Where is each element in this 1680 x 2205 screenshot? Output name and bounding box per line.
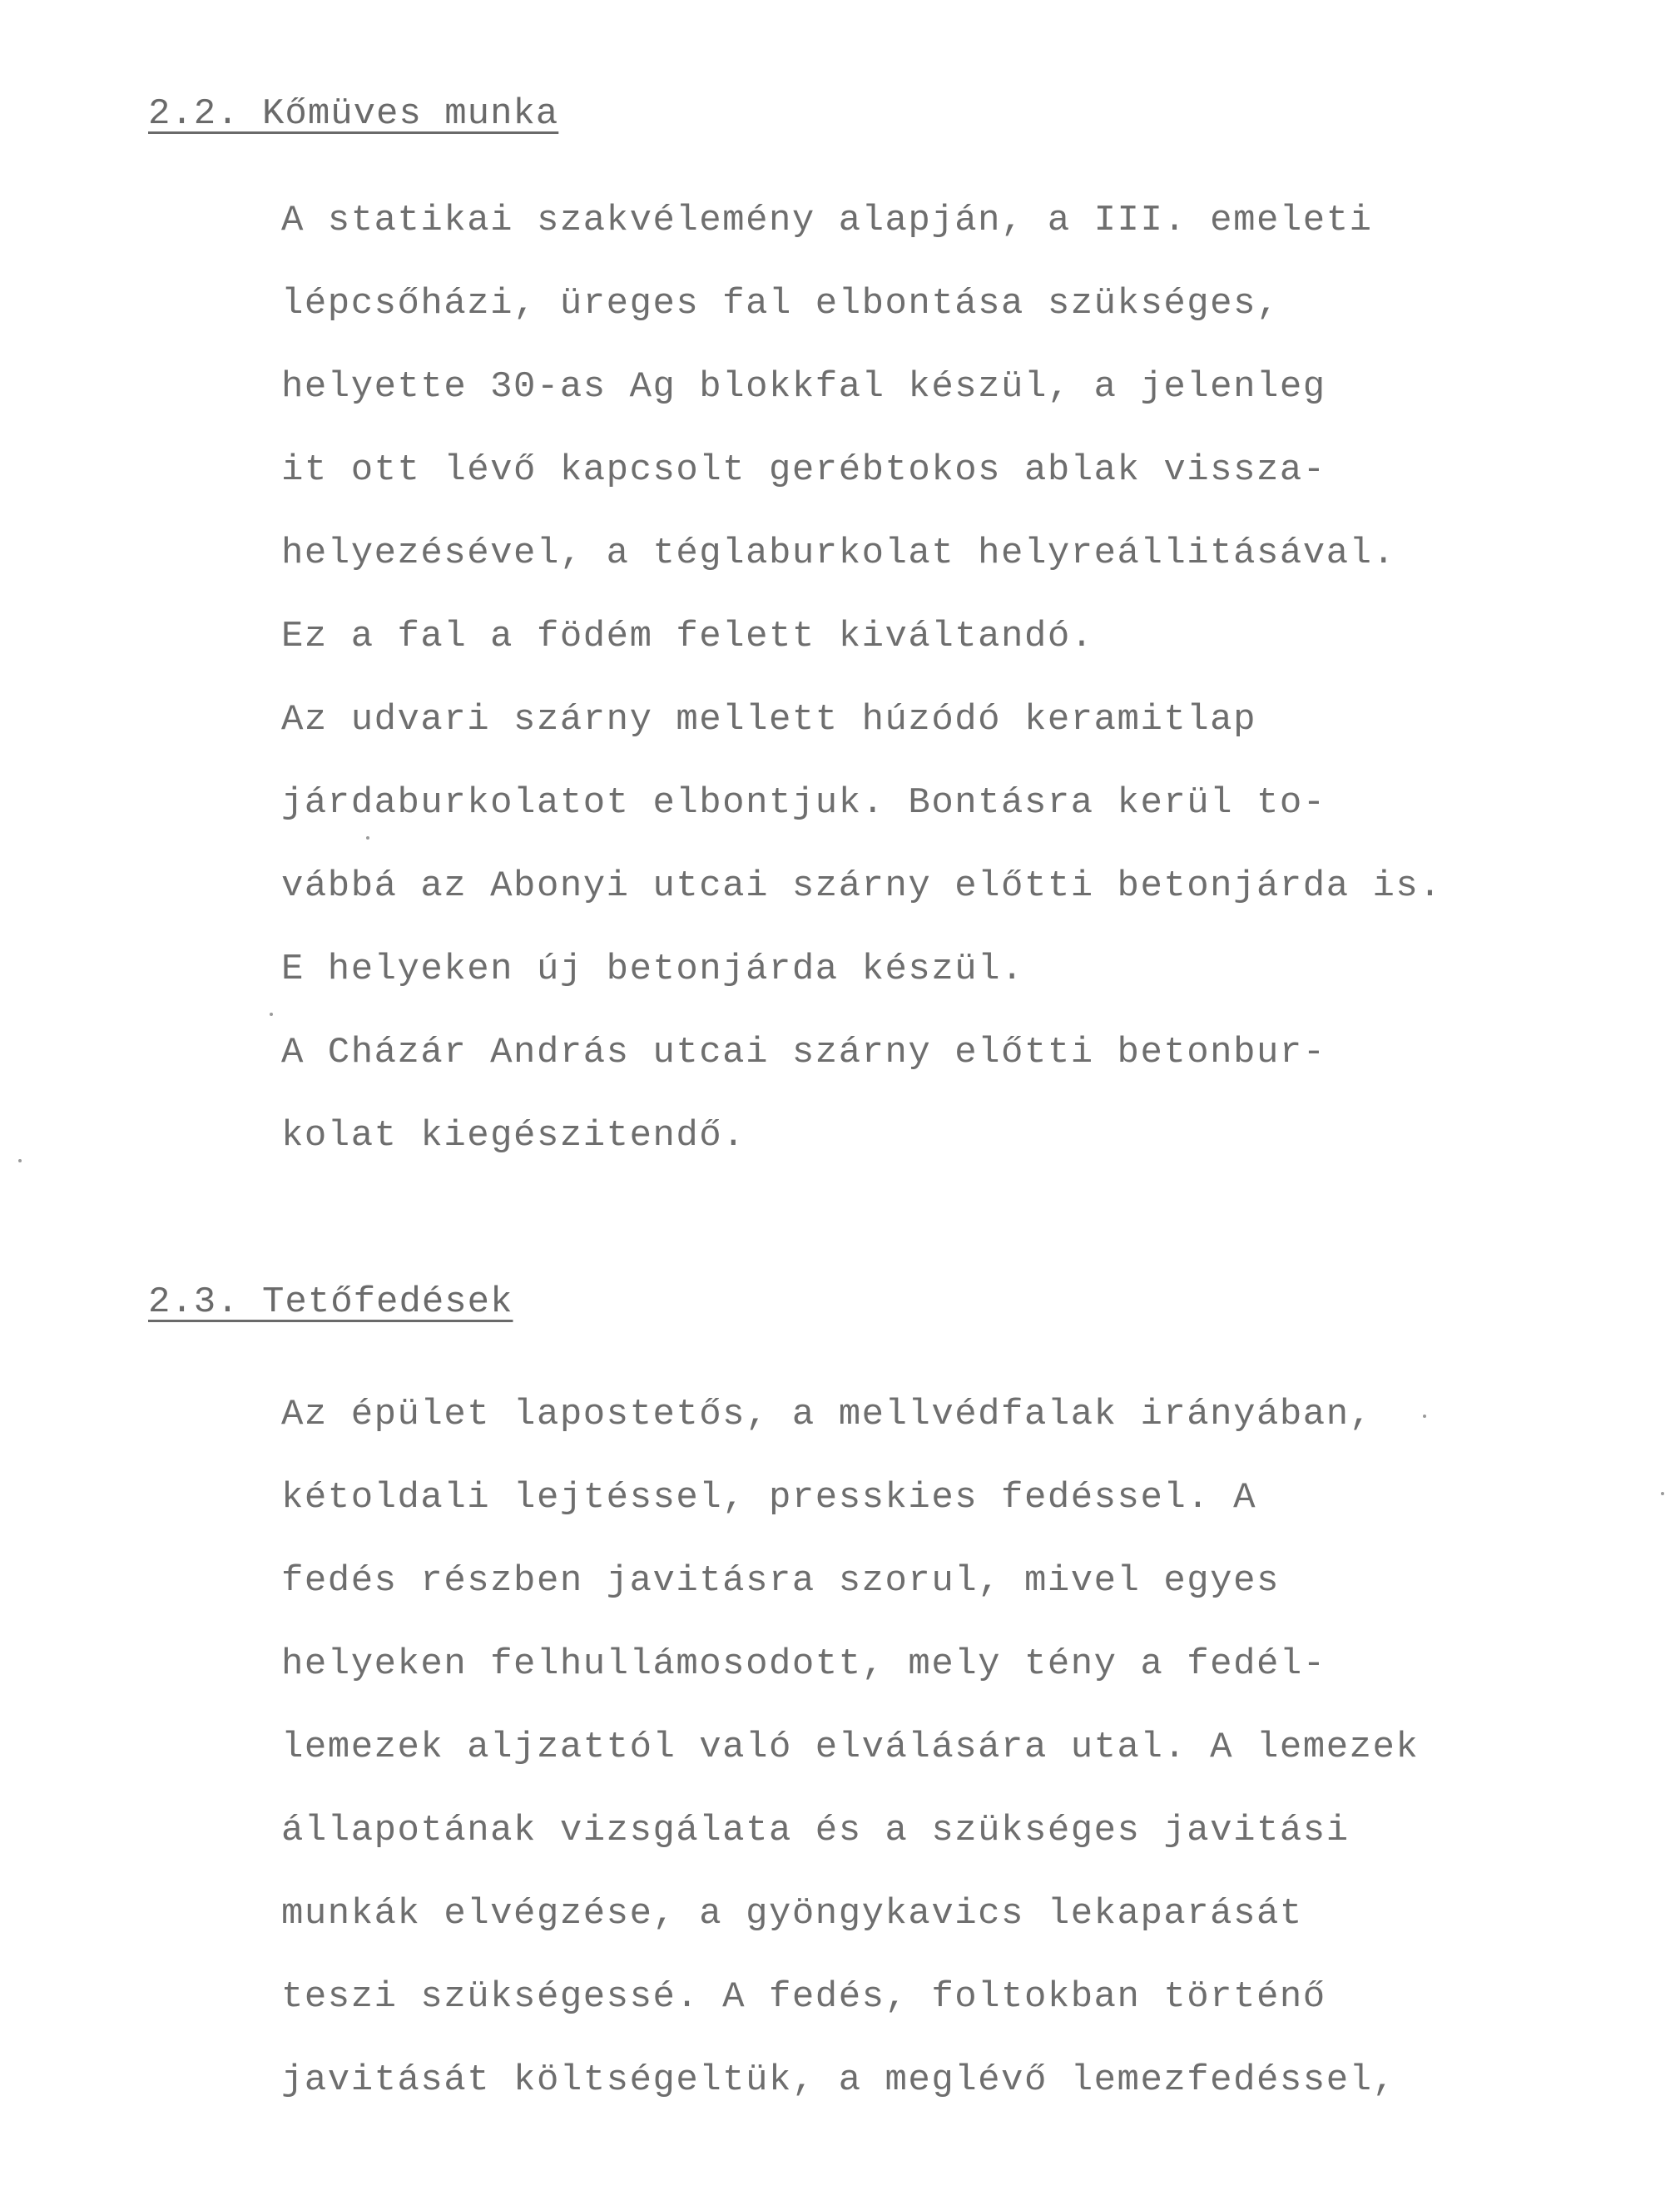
- text-line: teszi szükségessé. A fedés, foltokban történő: [281, 1976, 1326, 2018]
- text-line: E helyeken új betonjárda készül.: [281, 949, 1024, 990]
- text-line: munkák elvégzése, a gyöngykavics lekaparását: [281, 1893, 1303, 1935]
- text-line: Az épület lapostetős, a mellvédfalak irányában,: [281, 1394, 1373, 1435]
- text-line: állapotának vizsgálata és a szükséges javitási: [281, 1810, 1350, 1851]
- text-line: járdaburkolatot elbontjuk. Bontásra kerül to-: [281, 782, 1326, 824]
- paper-speck: [18, 1159, 22, 1162]
- section-heading-masonry: 2.2. Kőmüves munka: [148, 93, 559, 135]
- section-heading-roofing: 2.3. Tetőfedések: [148, 1281, 513, 1323]
- text-line: helyeken felhullámosodott, mely tény a fedél-: [281, 1643, 1326, 1685]
- text-line: fedés részben javitásra szorul, mivel egyes: [281, 1560, 1280, 1602]
- text-line: kétoldali lejtéssel, presskies fedéssel. A: [281, 1477, 1256, 1519]
- text-line: lépcsőházi, üreges fal elbontása szükséges,: [281, 283, 1280, 325]
- text-line: helyette 30-as Ag blokkfal készül, a jelenleg: [281, 366, 1326, 408]
- text-line: helyezésével, a téglaburkolat helyreállitásával.: [281, 533, 1396, 574]
- text-line: javitását költségeltük, a meglévő lemezfedéssel,: [281, 2059, 1396, 2101]
- paragraph-roofing: [281, 1373, 1419, 2122]
- text-line: it ott lévő kapcsolt gerébtokos ablak vissza-: [281, 449, 1326, 491]
- text-line: Az udvari szárny mellett húzódó keramitlap: [281, 699, 1256, 741]
- paper-speck: [366, 836, 369, 840]
- paragraph-masonry: [281, 179, 1442, 1177]
- text-line: Ez a fal a födém felett kiváltandó.: [281, 616, 1094, 657]
- text-line: A Cházár András utcai szárny előtti betonbur-: [281, 1032, 1326, 1073]
- text-line: lemezek aljzattól való elválására utal. A lemezek: [281, 1727, 1420, 1768]
- text-line: vábbá az Abonyi utcai szárny előtti betonjárda is.: [281, 865, 1443, 907]
- paper-speck: [1423, 1415, 1426, 1418]
- paper-speck: [1661, 1492, 1664, 1495]
- text-line: A statikai szakvélemény alapján, a III. emeleti: [281, 200, 1373, 241]
- paper-speck: [270, 1013, 273, 1016]
- text-line: kolat kiegészitendő.: [281, 1115, 746, 1157]
